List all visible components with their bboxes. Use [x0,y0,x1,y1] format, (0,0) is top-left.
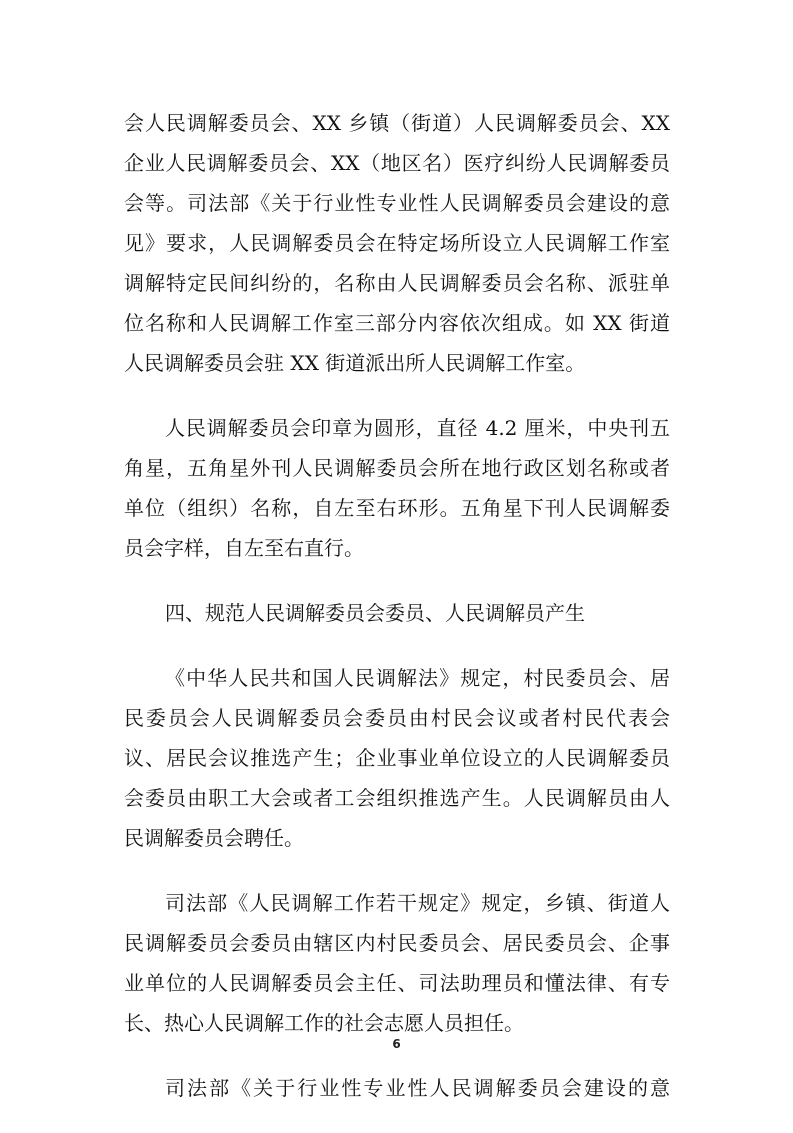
paragraph [0,1068,793,1108]
text-line: 单位（组织）名称，自左至右环形。五角星下刊人民调解委 [124,496,670,520]
text-line: 《中华人民共和国人民调解法》规定，村民委员会、居 [165,666,670,690]
text-line: 角星，五角星外刊人民调解委员会所在地行政区划名称或者 [124,456,670,480]
paragraph [0,883,793,1043]
text-line: 长、热心人民调解工作的社会志愿人员担任。 [124,1011,524,1035]
text-line: 员会字样，自左至右直行。 [124,536,364,560]
text-line: 会等。司法部《关于行业性专业性人民调解委员会建设的意 [124,191,670,215]
text-line: 议、居民会议推选产生；企业事业单位设立的人民调解委员 [124,746,670,770]
text-line: 民委员会人民调解委员会委员由村民会议或者村民代表会 [124,706,670,730]
text-line: 会委员由职工大会或者工会组织推选产生。人民调解员由人 [124,786,670,810]
paragraph [0,408,793,568]
text-line: 位名称和人民调解工作室三部分内容依次组成。如 XX 街道 [124,311,670,335]
text-line: 人民调解委员会印章为圆形，直径 4.2 厘米，中央刊五 [165,416,670,440]
text-line: 民调解委员会委员由辖区内村民委员会、居民委员会、企事 [124,931,670,955]
text-line: 会人民调解委员会、XX 乡镇（街道）人民调解委员会、XX [124,111,670,135]
paragraph [0,593,793,633]
text-line: 企业人民调解委员会、XX（地区名）医疗纠纷人民调解委员 [124,151,670,175]
document-body [0,103,793,1133]
text-line: 司法部《人民调解工作若干规定》规定，乡镇、街道人 [165,891,670,915]
text-line: 调解特定民间纠纷的，名称由人民调解委员会名称、派驻单 [124,271,670,295]
text-line: 见》要求，人民调解委员会在特定场所设立人民调解工作室 [124,231,670,255]
text-line: 民调解委员会聘任。 [124,826,304,850]
text-line: 四、规范人民调解委员会委员、人民调解员产生 [165,601,585,625]
page-number: 6 [392,1037,401,1051]
text-line: 司法部《关于行业性专业性人民调解委员会建设的意 [165,1076,670,1100]
paragraph [0,658,793,858]
paragraph [0,103,793,383]
text-line: 业单位的人民调解委员会主任、司法助理员和懂法律、有专 [124,971,670,995]
text-line: 人民调解委员会驻 XX 街道派出所人民调解工作室。 [124,351,586,375]
